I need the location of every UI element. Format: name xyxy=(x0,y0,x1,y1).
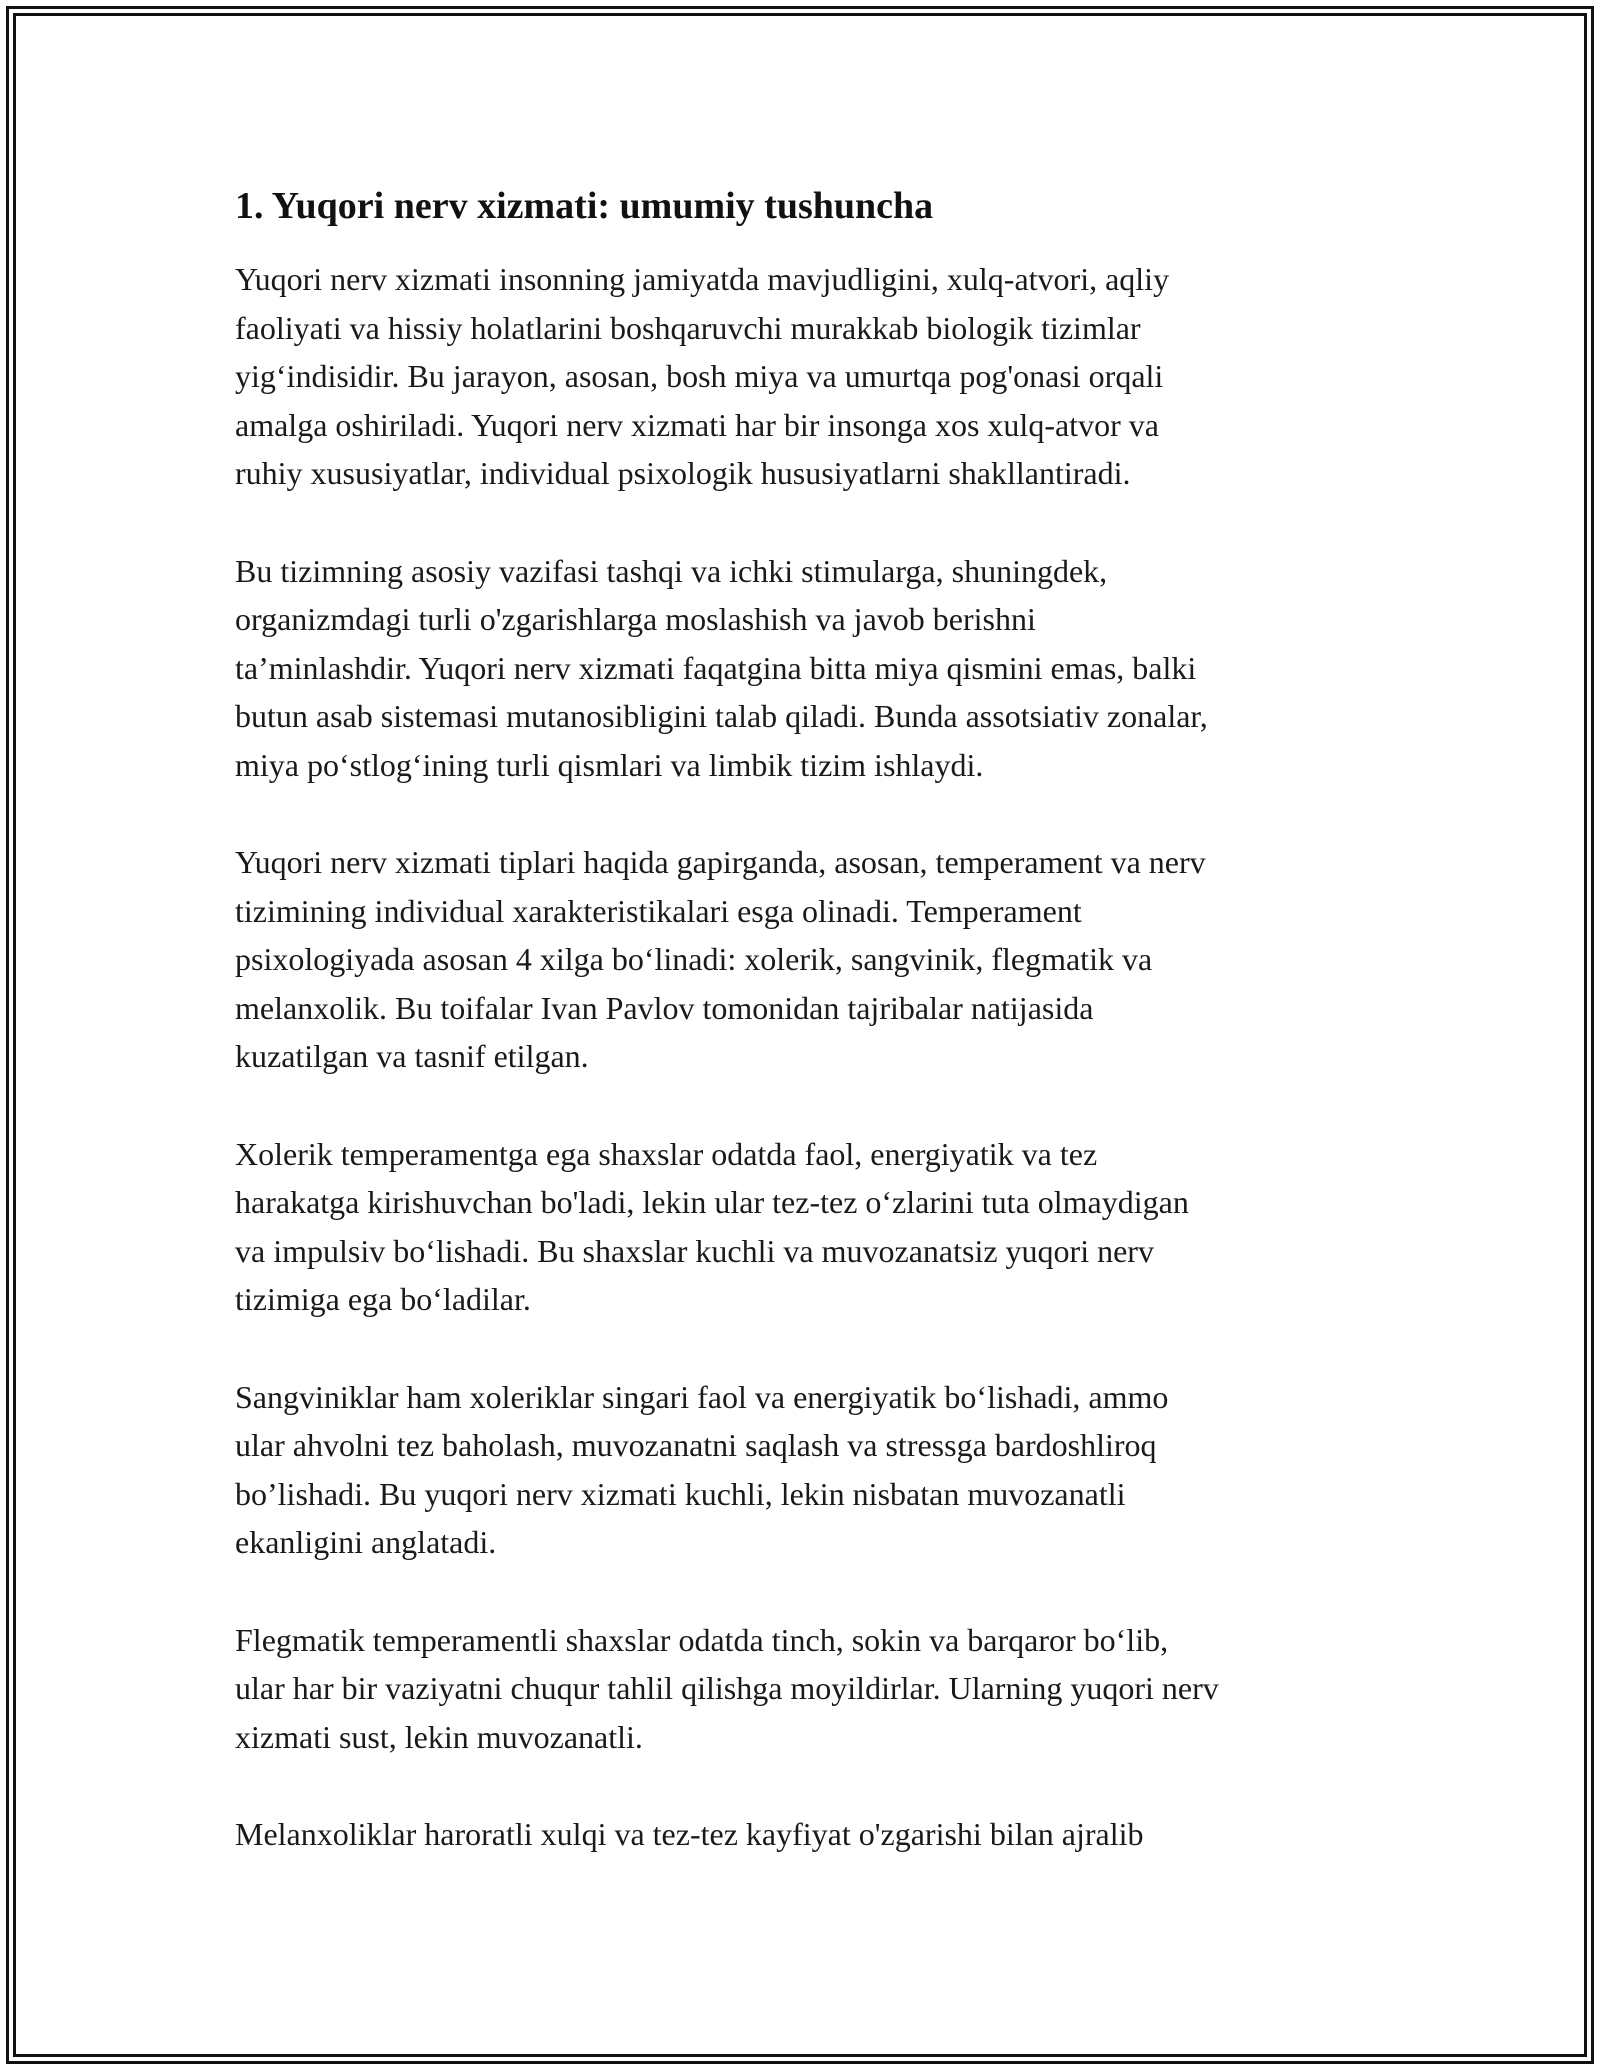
text-line: xizmati sust, lekin muvozanatli. xyxy=(235,1718,643,1755)
text-line: butun asab sistemasi mutanosibligini talab qiladi. Bunda assotsiativ zonalar, xyxy=(235,698,1208,734)
text-line: ta’minlashdir. Yuqori nerv xizmati faqatgina bitta miya qismini emas, balki xyxy=(235,649,1197,686)
section-heading: 1. Yuqori nerv xizmati: umumiy tushuncha xyxy=(235,185,934,227)
text-line: harakatga kirishuvchan bo'ladi, lekin ular tez-tez o‘zlarini tuta olmaydigan xyxy=(235,1184,1189,1220)
document-body xyxy=(235,183,1385,1908)
text-line: ular ahvolni tez baholash, muvozanatni saqlash va stressga bardoshliroq xyxy=(235,1427,1157,1463)
paragraph-1 xyxy=(235,255,1385,498)
text-line: ruhiy xususiyatlar, individual psixologik hususiyatlarni shakllantiradi. xyxy=(235,455,1131,491)
text-line: bo’lishadi. Bu yuqori nerv xizmati kuchli, lekin nisbatan muvozanatli xyxy=(235,1475,1126,1512)
text-line: ular har bir vaziyatni chuqur tahlil qilishga moyildirlar. Ularning yuqori nerv xyxy=(235,1670,1219,1706)
text-line: Yuqori nerv xizmati tiplari haqida gapirganda, asosan, temperament va nerv xyxy=(235,844,1206,880)
text-line: Yuqori nerv xizmati insonning jamiyatda mavjudligini, xulq-atvori, aqliy xyxy=(235,261,1170,297)
text-line: Xolerik temperamentga ega shaxslar odatda faol, energiyatik va tez xyxy=(235,1135,1098,1172)
text-line: kuzatilgan va tasnif etilgan. xyxy=(235,1038,589,1074)
text-line: va impulsiv bo‘lishadi. Bu shaxslar kuchli va muvozanatsiz yuqori nerv xyxy=(235,1232,1154,1269)
text-line: Flegmatik temperamentli shaxslar odatda tinch, sokin va barqaror bo‘lib, xyxy=(235,1621,1169,1658)
text-line: tizimiga ega bo‘ladilar. xyxy=(235,1281,531,1317)
text-line: Bu tizimning asosiy vazifasi tashqi va ichki stimularga, shuningdek, xyxy=(235,552,1108,589)
paragraph-3 xyxy=(235,838,1385,1081)
text-line: Sangviniklar ham xoleriklar singari faol va energiyatik bo‘lishadi, ammo xyxy=(235,1378,1169,1415)
text-line: organizmdagi turli o'zgarishlarga moslashish va javob berishni xyxy=(235,601,1036,637)
text-line: psixologiyada asosan 4 xilga bo‘linadi: xolerik, sangvinik, flegmatik va xyxy=(235,941,1153,977)
text-line: melanxolik. Bu toifalar Ivan Pavlov tomonidan tajribalar natijasida xyxy=(235,989,1094,1026)
text-line: faoliyati va hissiy holatlarini boshqaruvchi murakkab biologik tizimlar xyxy=(235,309,1141,346)
paragraph-4 xyxy=(235,1130,1385,1324)
paragraph-7 xyxy=(235,1810,1385,1859)
text-line: amalga oshiriladi. Yuqori nerv xizmati har bir insonga xos xulq-atvor va xyxy=(235,406,1159,443)
text-line: yig‘indisidir. Bu jarayon, asosan, bosh miya va umurtqa pog'onasi orqali xyxy=(235,358,1164,394)
paragraph-2 xyxy=(235,547,1385,790)
text-line: Melanxoliklar haroratli xulqi va tez-tez kayfiyat o'zgarishi bilan ajralib xyxy=(235,1816,1144,1852)
text-line: ekanligini anglatadi. xyxy=(235,1524,497,1560)
paragraph-5 xyxy=(235,1373,1385,1567)
paragraph-6 xyxy=(235,1616,1385,1762)
text-line: tizimining individual xarakteristikalari esga olinadi. Temperament xyxy=(235,892,1082,929)
text-line: miya po‘stlog‘ining turli qismlari va limbik tizim ishlaydi. xyxy=(235,746,984,783)
